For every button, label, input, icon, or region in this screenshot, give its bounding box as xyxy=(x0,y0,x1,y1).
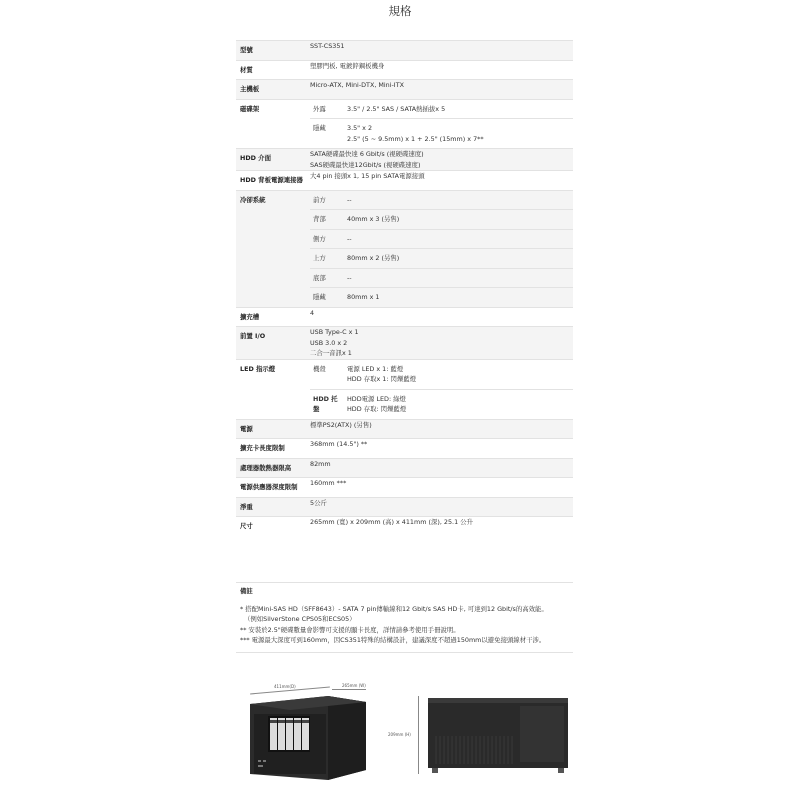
spec-value: 160mm *** xyxy=(310,478,573,498)
spec-table xyxy=(236,40,573,540)
spec-row-motherboard xyxy=(236,80,573,100)
spec-value-line: SATA硬碟最快達 6 Gbit/s (視硬碟速度) xyxy=(310,150,424,158)
sub-label: 隱藏 xyxy=(310,119,344,149)
sub-row xyxy=(310,210,573,230)
sub-value: 80mm x 1 xyxy=(344,288,573,307)
sub-label: 機殼 xyxy=(313,364,326,373)
sub-value-line: 2.5" (5 ~ 9.5mm) x 1 + 2.5" (15mm) x 7** xyxy=(347,134,484,143)
spec-row-model xyxy=(236,41,573,61)
sub-label: 前方 xyxy=(313,195,326,204)
sub-table xyxy=(310,100,573,149)
spec-row-psu xyxy=(236,419,573,439)
spec-label: 磁碟架 xyxy=(236,99,310,149)
spec-label: 電源 xyxy=(236,419,310,439)
spec-label: LED 指示燈 xyxy=(236,359,310,419)
case-side-drawing xyxy=(424,676,574,786)
spec-label: 主機板 xyxy=(236,80,310,100)
spec-label: HDD 背板電源連接器 xyxy=(236,171,310,191)
spec-row-expansion-slots xyxy=(236,307,573,327)
dimension-height-label: 209mm (H) xyxy=(388,732,411,737)
spec-value: Micro-ATX, Mini-DTX, Mini-ITX xyxy=(310,80,573,100)
spec-row-front-io xyxy=(236,327,573,360)
spec-label: 擴充卡長度限制 xyxy=(236,439,310,459)
spec-row-hdd-backplane xyxy=(236,171,573,191)
spec-value-line: USB 3.0 x 2 xyxy=(310,338,348,347)
spec-label: HDD 介面 xyxy=(236,149,310,171)
sub-value: 3.5" / 2.5" SAS / SATA熱插拔x 5 xyxy=(347,104,446,113)
spec-label: 淨重 xyxy=(236,497,310,517)
spec-label: 材質 xyxy=(236,60,310,80)
sub-value: 40mm x 3 (另售) xyxy=(344,210,573,230)
spec-row-cpu-cooler xyxy=(236,458,573,478)
sub-table xyxy=(310,191,573,307)
spec-label: 型號 xyxy=(236,41,310,61)
sub-row xyxy=(310,119,573,149)
spec-value: 265mm (寬) x 209mm (高) x 411mm (深), 25.1 公升 xyxy=(310,517,573,540)
case-front-view-image xyxy=(236,676,366,786)
spec-row-cooling xyxy=(236,190,573,307)
sub-value-line: HDD 存取x 1: 閃爍藍燈 xyxy=(347,375,417,383)
sub-value: 80mm x 2 (另售) xyxy=(344,249,573,269)
spec-value-line: USB Type-C x 1 xyxy=(310,328,359,336)
note-item: （例如SilverStone CPS05和ECS05） xyxy=(244,615,356,623)
sub-label: 上方 xyxy=(310,249,344,269)
sub-table xyxy=(310,360,573,419)
sub-value-line: 電源 LED x 1: 藍燈 xyxy=(347,364,404,373)
sub-value-line: HDD 存取: 閃爍藍燈 xyxy=(347,405,407,413)
notes-section xyxy=(236,582,573,653)
note-item: *** 電源最大深度可到160mm，因CS351特殊的結構設計，建議深度不超過150mm以避免接頭線材干涉。 xyxy=(240,636,546,644)
sub-row xyxy=(310,191,573,210)
sub-value-line: 3.5" x 2 xyxy=(347,124,373,132)
sub-row xyxy=(310,229,573,249)
sub-label: 外露 xyxy=(313,104,326,113)
note-item: ** 安裝於2.5"硬碟數量會影響可支援的顯卡長度，詳情請參考使用手冊說明。 xyxy=(240,625,460,634)
spec-label: 擴充槽 xyxy=(236,307,310,327)
sub-row xyxy=(310,268,573,288)
spec-value: 82mm xyxy=(310,458,573,478)
spec-row-led xyxy=(236,359,573,419)
spec-value: SST-CS351 xyxy=(310,41,573,61)
product-images xyxy=(236,676,573,786)
spec-value: 大4 pin 接頭x 1, 15 pin SATA電源接頭 xyxy=(310,171,573,191)
sub-row xyxy=(310,100,573,119)
sub-label: 隱藏 xyxy=(310,288,344,307)
spec-label: 前置 I/O xyxy=(236,327,310,360)
case-side-view-image xyxy=(386,676,573,786)
spec-row-psu-depth xyxy=(236,478,573,498)
spec-value-line: SAS硬碟最快達12Gbit/s (視硬碟速度) xyxy=(310,160,421,169)
page-title: 規格 xyxy=(388,4,412,18)
spec-label: 冷卻系統 xyxy=(236,190,310,307)
sub-value-line: HDD電源 LED: 綠燈 xyxy=(347,394,406,403)
spec-row-material xyxy=(236,60,573,80)
sub-label: HDD 托盤 xyxy=(310,389,344,419)
dimension-width-label: 265mm (W) xyxy=(342,683,366,688)
sub-row xyxy=(310,249,573,269)
spec-label: 電源供應器深度限制 xyxy=(236,478,310,498)
sub-row xyxy=(310,360,573,390)
spec-value: 塑膠門板, 電鍍鋅鋼板機身 xyxy=(310,60,573,80)
spec-value: 4 xyxy=(310,307,573,327)
sub-label: 底部 xyxy=(310,268,344,288)
spec-row-card-length xyxy=(236,439,573,459)
sub-row xyxy=(310,288,573,307)
sub-value: -- xyxy=(347,195,352,204)
sub-value: -- xyxy=(344,268,573,288)
sub-label: 側方 xyxy=(310,229,344,249)
spec-value: 5公斤 xyxy=(310,497,573,517)
dimension-line xyxy=(418,696,419,774)
sub-row xyxy=(310,389,573,419)
spec-row-hdd-interface xyxy=(236,149,573,171)
spec-value: 標準PS2(ATX) (另售) xyxy=(310,419,573,439)
sub-label: 背部 xyxy=(310,210,344,230)
spec-value-line: 二合一音訊x 1 xyxy=(310,349,352,357)
spec-label: 尺寸 xyxy=(236,517,310,540)
spec-row-drive-bays xyxy=(236,99,573,149)
sub-value: -- xyxy=(344,229,573,249)
spec-value: 368mm (14.5") ** xyxy=(310,439,573,459)
notes-title: 備註 xyxy=(240,587,253,595)
spec-row-dimensions xyxy=(236,517,573,540)
note-item: * 搭配Mini-SAS HD（SFF8643）- SATA 7 pin傳輸線和12 Gbit/s SAS HD卡, 可達到12 Gbit/s的高效能。 xyxy=(240,604,548,613)
spec-label: 處理器散熱器限高 xyxy=(236,458,310,478)
case-front-drawing xyxy=(236,676,366,786)
spec-row-net-weight xyxy=(236,497,573,517)
dimension-depth-label: 411mm(D) xyxy=(274,684,296,689)
